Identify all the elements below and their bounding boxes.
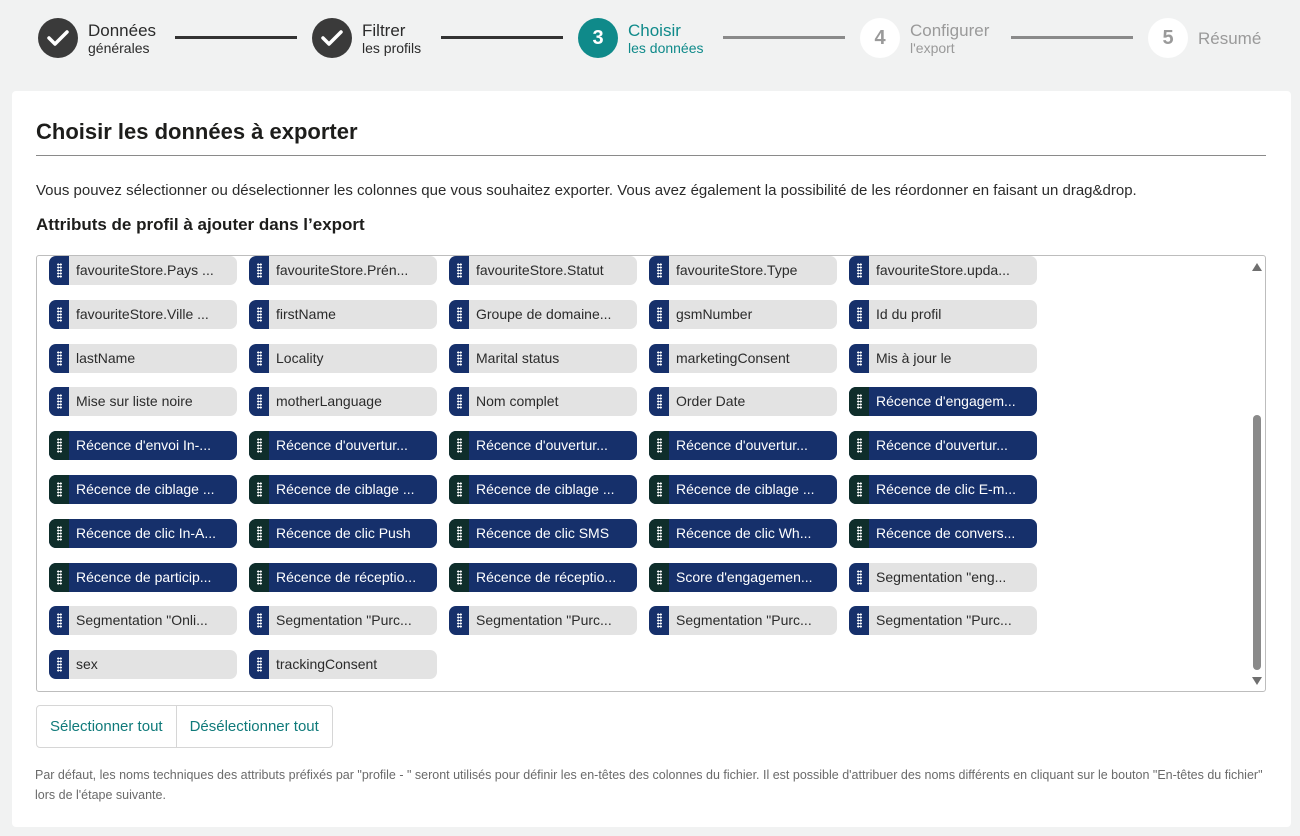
step-3[interactable] [578,18,704,58]
step-title: Données [88,20,157,40]
stepper [0,0,1300,80]
attribute-chip[interactable] [449,563,637,592]
attribute-label: Segmentation "eng... [876,568,1007,585]
attribute-label: Récence de convers... [876,524,1016,541]
attribute-label: Récence de réceptio... [276,568,417,585]
attribute-label: Récence de réceptio... [476,568,617,585]
attribute-chip[interactable] [249,387,437,416]
attribute-label: Mise sur liste noire [76,393,193,410]
drag-handle-icon[interactable] [649,300,669,329]
attribute-chip[interactable] [649,344,837,373]
step-title: Filtrer [362,20,406,40]
attribute-chip[interactable] [649,256,837,285]
attribute-label: Récence de ciblage ... [676,481,815,497]
attribute-chip[interactable] [49,563,237,592]
step-number: 3 [578,18,618,58]
attribute-chip[interactable] [849,519,1037,548]
drag-handle-icon[interactable] [449,431,469,460]
scroll-up-icon[interactable] [1252,263,1262,271]
attribute-chip[interactable] [249,519,437,548]
attribute-label: favouriteStore.Pays ... [76,262,214,278]
attribute-chip[interactable] [249,650,437,679]
scroll-down-icon[interactable] [1252,677,1262,685]
attribute-chip[interactable] [249,606,437,635]
scrollbar[interactable] [1249,256,1265,691]
attribute-label: Récence de ciblage ... [476,481,615,497]
attribute-chip[interactable] [849,256,1037,285]
attribute-label: Groupe de domaine... [476,305,612,322]
attribute-chip[interactable] [649,300,837,329]
step-subtitle: générales [88,39,150,56]
attribute-chip[interactable] [849,387,1037,416]
attribute-chip[interactable] [449,300,637,329]
attribute-chip[interactable] [49,606,237,635]
drag-handle-icon[interactable] [249,256,269,285]
deselect-all-button[interactable]: Désélectionner tout [176,706,332,747]
attribute-chip[interactable] [649,431,837,460]
attribute-label: favouriteStore.Prén... [276,262,409,278]
attribute-label: Id du profil [876,305,942,322]
attribute-chip[interactable] [649,563,837,592]
drag-handle-icon[interactable] [449,475,469,504]
attribute-chip[interactable] [49,519,237,548]
drag-handle-icon[interactable] [449,344,469,373]
drag-handle-icon[interactable] [649,475,669,504]
attribute-label: favouriteStore.upda... [876,262,1010,278]
drag-handle-icon[interactable] [249,606,269,635]
attribute-label: Récence de ciblage ... [76,481,215,497]
attribute-chip[interactable] [649,606,837,635]
step-connector [1011,36,1133,39]
attribute-chip[interactable] [449,475,637,504]
drag-handle-icon[interactable] [449,256,469,285]
attribute-label: Score d'engagemen... [676,568,813,585]
attribute-label: Récence de clic Push [276,524,411,541]
step-2[interactable] [312,18,421,58]
drag-handle-icon[interactable] [649,387,669,416]
drag-handle-icon[interactable] [249,475,269,504]
drag-handle-icon[interactable] [849,475,869,504]
attribute-label: Récence de ciblage ... [276,481,415,497]
drag-handle-icon[interactable] [849,563,869,592]
drag-handle-icon[interactable] [49,519,69,548]
attribute-label: Récence d'engagem... [876,393,1016,410]
attribute-chip[interactable] [849,431,1037,460]
attribute-label: Récence de clic Wh... [676,524,812,541]
attribute-label: firstName [276,305,336,322]
step-number: 4 [860,18,900,58]
page-title: Choisir les données à exporter [36,119,358,144]
attribute-label: Récence d'ouvertur... [476,437,608,454]
attribute-chip[interactable] [849,300,1037,329]
attribute-chip[interactable] [649,519,837,548]
drag-handle-icon[interactable] [49,650,69,679]
attribute-label: Segmentation "Purc... [676,612,812,629]
attribute-chip[interactable] [249,256,437,285]
attribute-chip[interactable] [449,606,637,635]
drag-handle-icon[interactable] [849,431,869,460]
attribute-label: Mis à jour le [876,349,952,366]
attribute-label: Marital status [476,349,560,366]
drag-handle-icon[interactable] [49,563,69,592]
drag-handle-icon[interactable] [49,300,69,329]
step-subtitle: l'export [910,39,955,56]
attribute-chip[interactable] [449,431,637,460]
step-title: Configurer [910,20,990,40]
attribute-chip[interactable] [249,431,437,460]
step-number: 5 [1148,18,1188,58]
drag-handle-icon[interactable] [849,344,869,373]
drag-handle-icon[interactable] [249,519,269,548]
check-icon [38,18,78,58]
drag-handle-icon[interactable] [249,563,269,592]
attribute-chip[interactable] [249,563,437,592]
attribute-chip[interactable] [49,387,237,416]
attribute-chip[interactable] [49,256,237,285]
attribute-label: favouriteStore.Statut [476,262,604,278]
attribute-label: lastName [76,349,136,366]
section-title: Attributs de profil à ajouter dans l’export [36,215,365,234]
attribute-label: Segmentation "Purc... [276,612,412,629]
step-title: Résumé [1198,28,1262,48]
attribute-chip[interactable] [649,475,837,504]
attribute-chip[interactable] [49,650,237,679]
attribute-chip[interactable] [49,475,237,504]
attribute-label: Récence de particip... [76,568,212,585]
export-card [12,91,1291,827]
attribute-chip[interactable] [49,300,237,329]
attribute-label: Nom complet [476,393,559,410]
drag-handle-icon[interactable] [849,387,869,416]
attribute-chip[interactable] [649,387,837,416]
step-connector [723,36,845,39]
selection-actions [36,705,333,748]
drag-handle-icon[interactable] [449,387,469,416]
check-icon [312,18,352,58]
step-connector [175,36,297,39]
attribute-label: Récence d'ouvertur... [876,437,1008,454]
drag-handle-icon[interactable] [849,256,869,285]
attribute-chip[interactable] [49,344,237,373]
drag-handle-icon[interactable] [649,606,669,635]
attribute-label: favouriteStore.Ville ... [76,305,209,322]
drag-handle-icon[interactable] [249,300,269,329]
attribute-label: gsmNumber [676,305,753,322]
description: Vous pouvez sélectionner ou déselectionner les colonnes que vous souhaitez exporter. Vous avez également la possibilité de les réordonner en faisant un drag&drop. [36,182,1137,199]
drag-handle-icon[interactable] [649,563,669,592]
attribute-chip[interactable] [849,606,1037,635]
attribute-label: Segmentation "Onli... [76,612,208,629]
attribute-label: Locality [276,349,324,366]
drag-handle-icon[interactable] [49,256,69,285]
drag-handle-icon[interactable] [49,431,69,460]
attribute-chip[interactable] [449,256,637,285]
scroll-thumb[interactable] [1253,415,1261,670]
drag-handle-icon[interactable] [849,300,869,329]
attribute-chip[interactable] [449,344,637,373]
drag-handle-icon[interactable] [449,606,469,635]
drag-handle-icon[interactable] [449,519,469,548]
title-divider [36,155,1266,156]
drag-handle-icon[interactable] [649,344,669,373]
drag-handle-icon[interactable] [449,563,469,592]
attribute-chip[interactable] [249,300,437,329]
drag-handle-icon[interactable] [449,300,469,329]
step-1[interactable] [38,18,156,58]
step-subtitle: les données [628,39,704,56]
attribute-label: favouriteStore.Type [676,262,798,278]
footnote: Par défaut, les noms techniques des attributs préfixés par "profile - " seront utilisés pour définir les en-têtes des colonnes du fichier. Il est possible d'attribuer des noms différents en cliquant sur le bouton "En-têtes du fichier" lors de l'étape suivante. [35,768,1263,802]
attribute-label: motherLanguage [276,393,382,410]
drag-handle-icon[interactable] [249,344,269,373]
drag-handle-icon[interactable] [49,344,69,373]
attribute-chip[interactable] [849,563,1037,592]
step-subtitle: les profils [362,39,422,56]
drag-handle-icon[interactable] [649,256,669,285]
drag-handle-icon[interactable] [849,606,869,635]
drag-handle-icon[interactable] [49,606,69,635]
attribute-label: Segmentation "Purc... [476,612,612,629]
step-title: Choisir [628,20,681,40]
attribute-chip[interactable] [49,431,237,460]
drag-handle-icon[interactable] [649,519,669,548]
attribute-chip[interactable] [449,519,637,548]
drag-handle-icon[interactable] [249,650,269,679]
attribute-chip[interactable] [849,344,1037,373]
step-4[interactable] [860,18,989,58]
drag-handle-icon[interactable] [849,519,869,548]
attribute-chip[interactable] [449,387,637,416]
attribute-label: sex [76,656,98,673]
drag-handle-icon[interactable] [49,387,69,416]
drag-handle-icon[interactable] [249,431,269,460]
attribute-chip[interactable] [249,475,437,504]
select-all-button[interactable]: Sélectionner tout [37,706,176,747]
drag-handle-icon[interactable] [649,431,669,460]
attribute-label: Récence de clic In-A... [76,524,217,541]
attribute-label: Récence d'ouvertur... [276,437,408,454]
attribute-label: Récence d'ouvertur... [676,437,808,454]
attribute-chip[interactable] [849,475,1037,504]
attribute-label: marketingConsent [676,349,790,366]
attribute-label: Récence de clic SMS [476,524,610,541]
attribute-label: Récence d'envoi In-... [76,437,211,454]
step-connector [441,36,563,39]
attribute-chip[interactable] [249,344,437,373]
step-5[interactable] [1148,18,1261,58]
attribute-label: Récence de clic E-m... [876,481,1017,497]
attribute-label: trackingConsent [276,656,378,673]
attribute-label: Segmentation "Purc... [876,612,1012,629]
attribute-label: Order Date [676,393,746,410]
drag-handle-icon[interactable] [249,387,269,416]
drag-handle-icon[interactable] [49,475,69,504]
attributes-list[interactable] [36,255,1266,692]
